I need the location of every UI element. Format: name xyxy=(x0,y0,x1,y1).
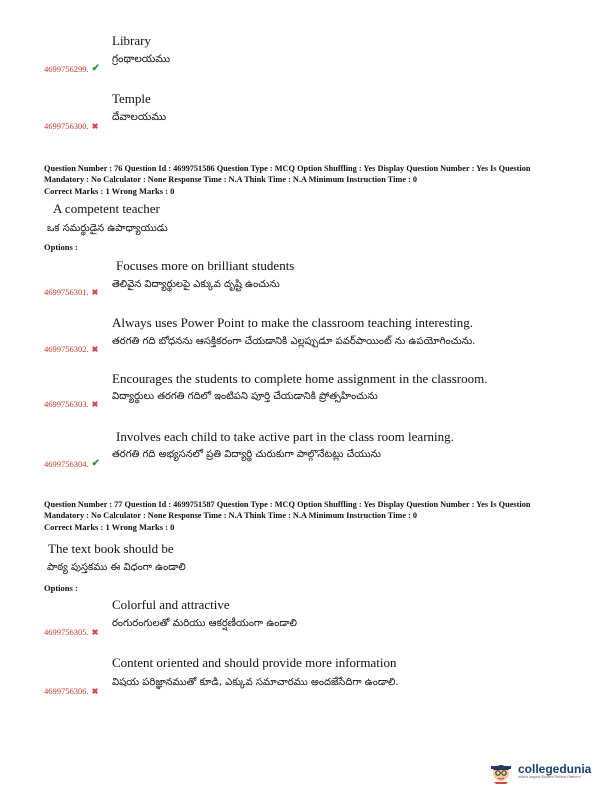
option-id-row xyxy=(44,287,98,297)
option-id-row xyxy=(44,686,98,696)
option-text-te: దేవాలయము xyxy=(112,111,167,123)
option-text-en: Encourages the students to complete home assignment in the classroom. xyxy=(112,371,488,386)
option-text-te: తరగతి గది అభ్యసనలో ప్రతి విద్యార్థి చురుకుగా పాల్గొనేటట్లు చేయును xyxy=(112,449,382,460)
question-meta: Question Number : 77 Question Id : 4699751587 Question Type : MCQ Option Shuffling : Yes Display Question Number : Yes Is Question Mandatory : No Calculator : None Response Time : N.A Think Time : N.A Minimum Instruction Time : 0 xyxy=(44,500,531,520)
cross-icon: ✖ xyxy=(91,287,99,297)
option-id: 4699756302. xyxy=(44,344,89,354)
option-id: 4699756299. xyxy=(44,63,89,74)
option-text-te: గ్రంథాలయము xyxy=(112,53,171,65)
option-text-en: Involves each child to take active part in the class room learning. xyxy=(116,429,454,444)
option-id: 4699756304. xyxy=(44,458,89,469)
option-text-te: రంగురంగులతో మరియు ఆకర్షణీయంగా ఉండాలి xyxy=(112,618,297,629)
mascot-icon xyxy=(488,758,514,784)
collegedunia-logo xyxy=(488,758,591,784)
check-icon: ✔ xyxy=(91,63,101,74)
option-id-row xyxy=(44,121,98,131)
option-text-en: Library xyxy=(112,33,151,48)
option-id-row xyxy=(44,63,100,74)
option-text-en: Focuses more on brilliant students xyxy=(116,258,295,273)
option-text-te: తరగతి గది బోధనను ఆసక్తికరంగా చేయడానికి ఎల్లప్పుడూ పవర్‌పాయింట్ ను ఉపయోగించును. xyxy=(112,336,476,347)
option-id: 4699756306. xyxy=(44,686,89,696)
option-text-te: విషయ పరిజ్ఞానముతో కూడి, ఎక్కువ సమాచారము అందజేసేదిగా ఉండాలి. xyxy=(112,677,399,688)
option-id: 4699756301. xyxy=(44,287,89,297)
cross-icon: ✖ xyxy=(91,399,99,409)
option-text-te: విద్యార్థులు తరగతి గదిలో ఇంటిపని పూర్తి చేయడానికి ప్రోత్సహించును xyxy=(112,391,378,402)
question-marks: Correct Marks : 1 Wrong Marks : 0 xyxy=(44,522,175,532)
logo-tagline: India's largest Student Review Platform xyxy=(518,774,581,779)
cross-icon: ✖ xyxy=(91,121,99,131)
option-id: 4699756305. xyxy=(44,627,89,637)
question-text-te: పాఠ్య పుస్తకము ఈ విధంగా ఉండాలి xyxy=(47,562,186,573)
question-text-en: A competent teacher xyxy=(53,201,160,216)
option-id: 4699756300. xyxy=(44,121,89,131)
question-marks: Correct Marks : 1 Wrong Marks : 0 xyxy=(44,186,175,196)
option-id-row xyxy=(44,344,98,354)
option-text-en: Always uses Power Point to make the classroom teaching interesting. xyxy=(112,315,474,330)
cross-icon: ✖ xyxy=(91,686,99,696)
options-label: Options : xyxy=(44,242,78,252)
option-text-en: Temple xyxy=(112,91,151,106)
cross-icon: ✖ xyxy=(91,344,99,354)
question-meta: Question Number : 76 Question Id : 4699751586 Question Type : MCQ Option Shuffling : Yes Display Question Number : Yes Is Question Mandatory : No Calculator : None Response Time : N.A Think Time : N.A Minimum Instruction Time : 0 xyxy=(44,164,531,184)
question-text-en: The text book should be xyxy=(48,541,174,556)
check-icon: ✔ xyxy=(91,458,101,469)
option-id-row xyxy=(44,458,100,469)
option-id-row xyxy=(44,627,98,637)
question-text-te: ఒక సమర్థుడైన ఉపాధ్యాయుడు xyxy=(47,223,168,234)
option-text-te: తెలివైన విద్యార్థులపై ఎక్కువ దృష్టి ఉంచును xyxy=(112,279,280,290)
cross-icon: ✖ xyxy=(91,627,99,637)
option-id: 4699756303. xyxy=(44,399,89,409)
option-text-en: Content oriented and should provide more information xyxy=(112,655,397,670)
option-text-en: Colorful and attractive xyxy=(112,597,230,612)
logo-wordmark: collegedunia xyxy=(518,761,592,776)
option-id-row xyxy=(44,399,98,409)
options-label: Options : xyxy=(44,583,78,593)
